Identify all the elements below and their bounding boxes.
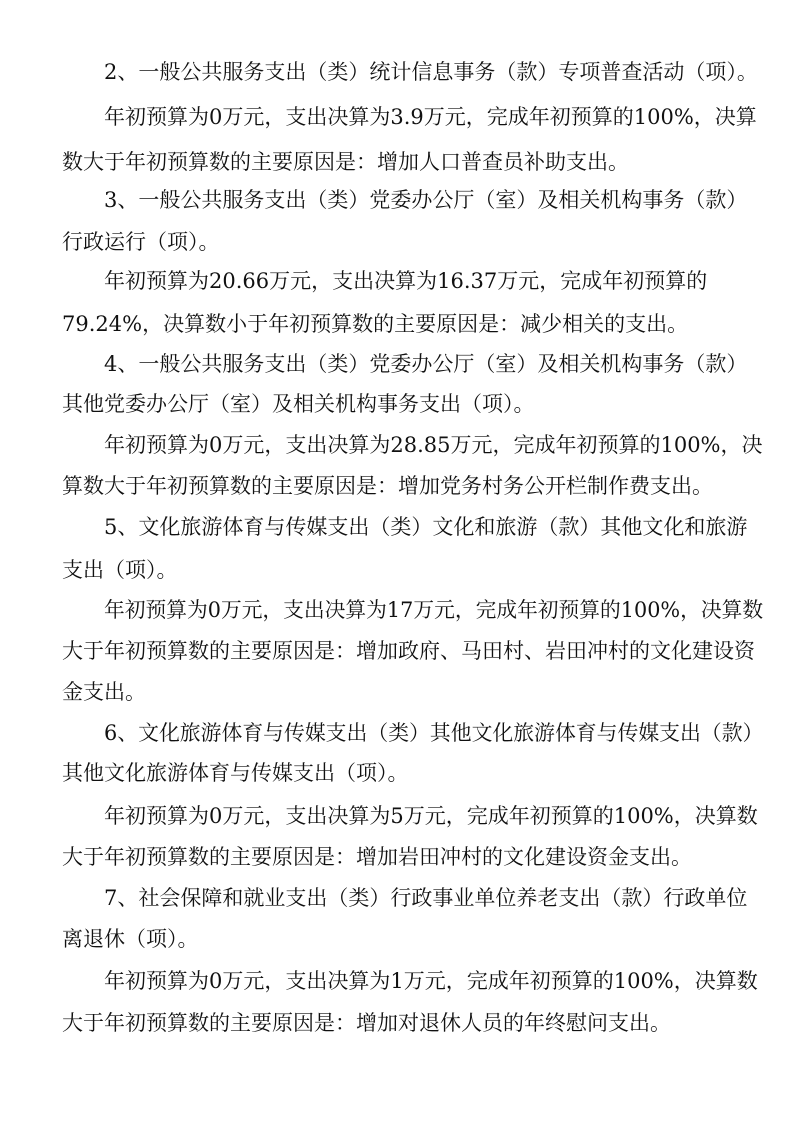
section-heading-line: 2、一般公共服务支出（类）统计信息事务（款）专项普查活动（项）。 (104, 60, 758, 84)
section-body-line: 算数大于年初预算数的主要原因是：增加党务村务公开栏制作费支出。 (62, 474, 713, 498)
section-heading-line: 7、社会保障和就业支出（类）行政事业单位养老支出（款）行政单位 (104, 886, 748, 910)
section-heading-line: 其他党委办公厅（室）及相关机构事务支出（项）。 (62, 392, 535, 416)
section-heading-line: 支出（项）。 (62, 558, 178, 582)
section-body-line: 金支出。 (62, 680, 146, 704)
section-body-line: 年初预算为0万元，支出决算为5万元，完成年初预算的100%，决算数 (104, 804, 758, 828)
section-body-line: 年初预算为0万元，支出决算为3.9万元，完成年初预算的100%，决算 (104, 105, 757, 129)
section-body-line: 年初预算为0万元，支出决算为1万元，完成年初预算的100%，决算数 (104, 969, 758, 993)
section-heading-line: 4、一般公共服务支出（类）党委办公厅（室）及相关机构事务（款） (104, 352, 748, 376)
section-heading-line: 5、文化旅游体育与传媒支出（类）文化和旅游（款）其他文化和旅游 (104, 515, 748, 539)
section-body-line: 79.24%，决算数小于年初预算数的主要原因是：减少相关的支出。 (62, 312, 689, 336)
section-heading-line: 其他文化旅游体育与传媒支出（项）。 (62, 761, 409, 785)
section-heading-line: 3、一般公共服务支出（类）党委办公厅（室）及相关机构事务（款） (104, 188, 748, 212)
section-heading-line: 行政运行（项）。 (62, 230, 220, 254)
section-body-line: 年初预算为0万元，支出决算为17万元，完成年初预算的100%，决算数 (104, 598, 764, 622)
section-body-line: 年初预算为20.66万元，支出决算为16.37万元，完成年初预算的 (104, 269, 708, 293)
section-body-line: 大于年初预算数的主要原因是：增加对退休人员的年终慰问支出。 (62, 1011, 671, 1035)
section-body-line: 大于年初预算数的主要原因是：增加政府、马田村、岩田冲村的文化建设资 (62, 639, 755, 663)
section-body-line: 年初预算为0万元，支出决算为28.85万元，完成年初预算的100%，决 (104, 433, 763, 457)
section-heading-line: 离退休（项）。 (62, 927, 199, 951)
section-body-line: 大于年初预算数的主要原因是：增加岩田冲村的文化建设资金支出。 (62, 845, 692, 869)
section-body-line: 数大于年初预算数的主要原因是：增加人口普查员补助支出。 (62, 150, 629, 174)
section-heading-line: 6、文化旅游体育与传媒支出（类）其他文化旅游体育与传媒支出（款） (104, 721, 764, 745)
